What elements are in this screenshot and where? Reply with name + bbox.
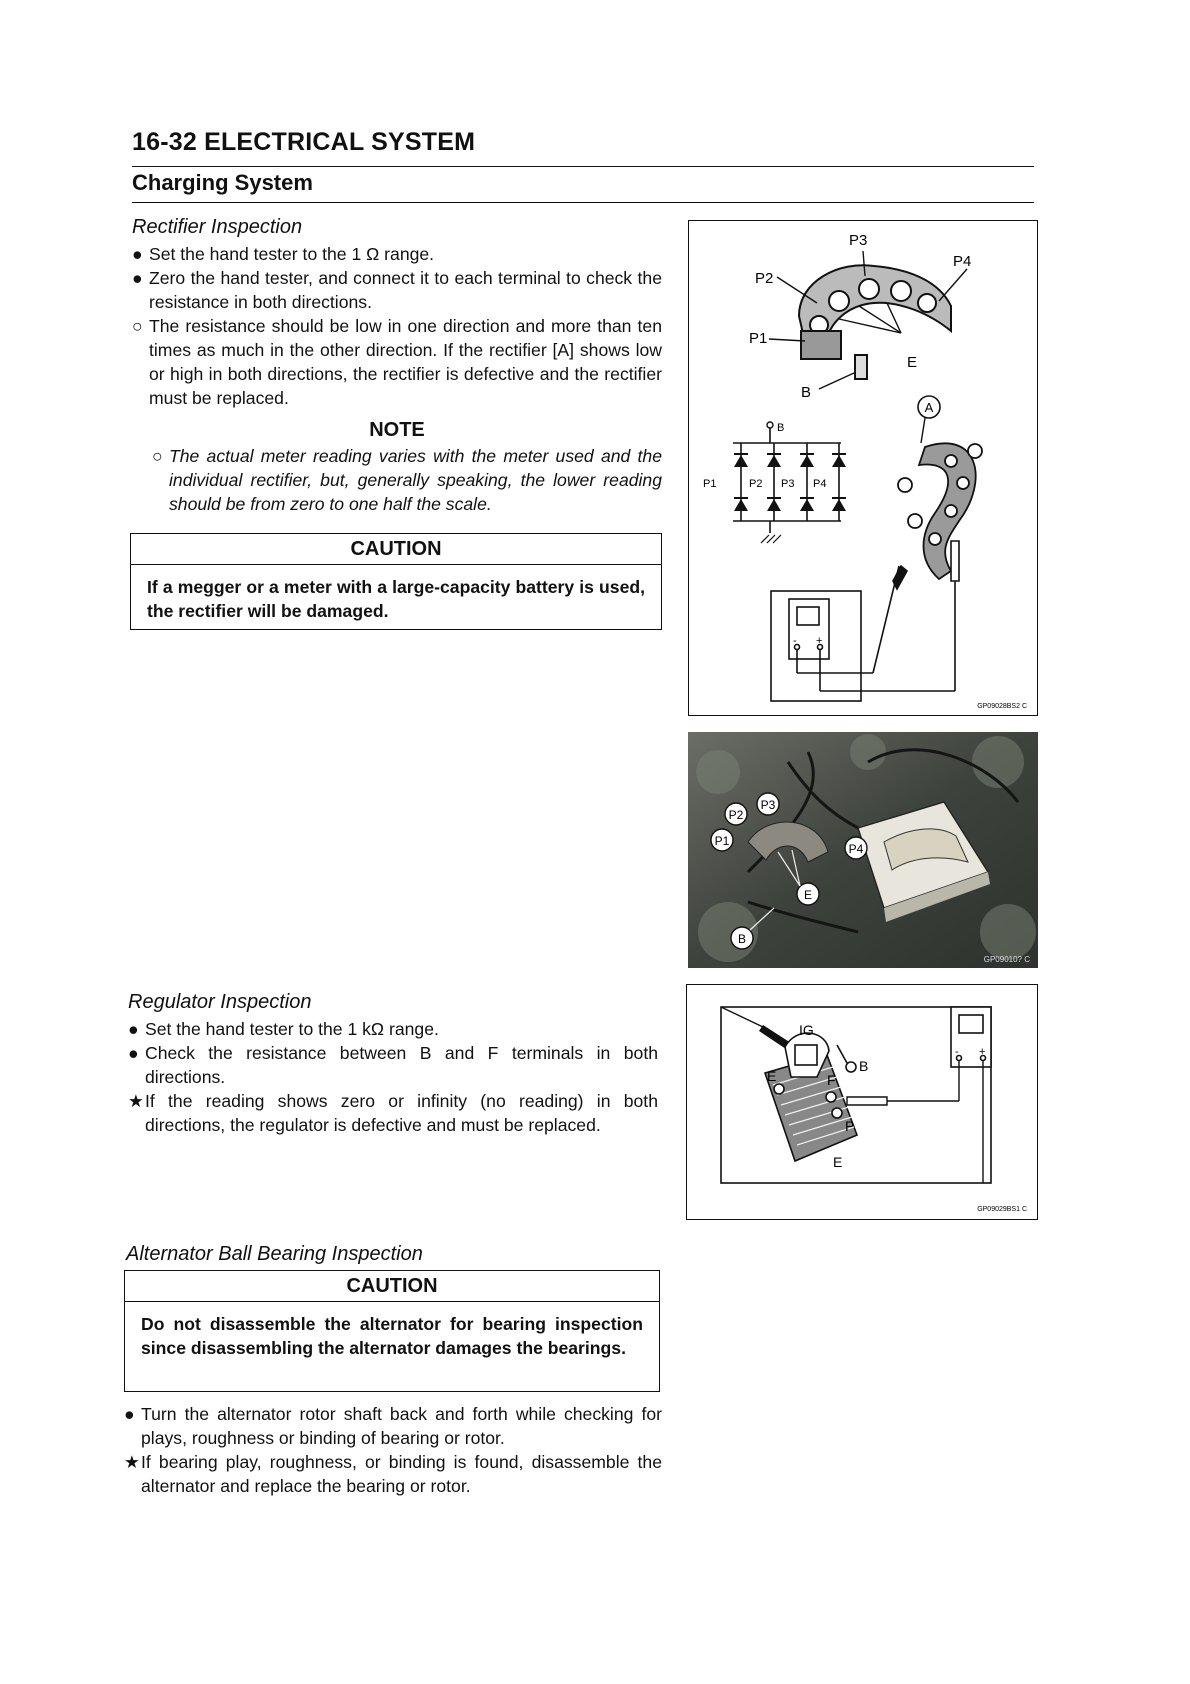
reg-meter-plus: + bbox=[979, 1046, 986, 1058]
step-text: Set the hand tester to the 1 kΩ range. bbox=[145, 1019, 439, 1039]
photo-callout-e: E bbox=[803, 888, 813, 902]
note-text bbox=[152, 444, 662, 516]
reg-label-e-top: E bbox=[767, 1068, 777, 1084]
circuit-label-p2: P2 bbox=[749, 478, 763, 490]
star-marker: ★ bbox=[128, 1091, 144, 1111]
photo-callout-b: B bbox=[737, 932, 747, 946]
circuit-label-p3: P3 bbox=[781, 478, 795, 490]
reg-meter-minus: - bbox=[955, 1046, 959, 1058]
diode-bridge bbox=[734, 443, 846, 543]
step-text: If the reading shows zero or infinity (no reading) in both directions, the regulator is defective and must be replaced. bbox=[145, 1091, 658, 1135]
label-p4: P4 bbox=[953, 253, 972, 270]
bearing-caution-box bbox=[124, 1270, 660, 1392]
caution-title: CAUTION bbox=[131, 534, 661, 565]
bearing-heading: Alternator Ball Bearing Inspection bbox=[126, 1243, 423, 1265]
circuit-label-p1: P1 bbox=[703, 478, 717, 490]
caution-text: Do not disassemble the alternator for bearing inspection since disassembling the alternator damages the bearings. bbox=[141, 1314, 643, 1358]
bullet-marker: ● bbox=[128, 1019, 139, 1039]
label-b: B bbox=[801, 384, 812, 401]
bullet-marker: ● bbox=[124, 1404, 135, 1424]
rectifier-step bbox=[132, 242, 662, 266]
regulator-step bbox=[128, 1017, 658, 1041]
label-e: E bbox=[907, 354, 918, 371]
rectifier-heading: Rectifier Inspection bbox=[132, 216, 303, 238]
step-text: Set the hand tester to the 1 Ω range. bbox=[149, 244, 435, 264]
bullet-marker: ● bbox=[128, 1043, 139, 1063]
regulator-heading: Regulator Inspection bbox=[128, 991, 312, 1013]
section-title: Charging System bbox=[132, 170, 313, 195]
reg-label-f: F bbox=[827, 1072, 836, 1088]
regulator-test-diagram bbox=[686, 984, 1038, 1220]
label-p3: P3 bbox=[849, 232, 868, 249]
photo-callout-p2: P2 bbox=[728, 808, 744, 822]
rectifier-test-diagram bbox=[688, 220, 1038, 716]
reg-label-b: B bbox=[859, 1058, 869, 1074]
section-rule bbox=[132, 202, 1034, 203]
photo-callout-p1: P1 bbox=[714, 834, 730, 848]
reg-figure-code: GP09029BS1 C bbox=[977, 1206, 1027, 1213]
rectifier-caution-box bbox=[130, 533, 662, 630]
step-text: Zero the hand tester, and connect it to each terminal to check the resistance in both directions. bbox=[149, 268, 662, 312]
bullet-marker: ● bbox=[132, 244, 143, 264]
bearing-section bbox=[126, 1242, 666, 1269]
figure-code: GP09028BS2 C bbox=[977, 703, 1027, 710]
rectifier-step bbox=[132, 314, 662, 410]
label-p2: P2 bbox=[755, 270, 774, 287]
photo-callout-p3: P3 bbox=[760, 798, 776, 812]
regulator-step bbox=[128, 1089, 658, 1137]
bearing-step bbox=[124, 1402, 662, 1450]
meter-plus: + bbox=[816, 635, 823, 647]
reg-label-ig: IG bbox=[799, 1022, 814, 1038]
bearing-steps bbox=[124, 1402, 662, 1498]
note-marker: ○ bbox=[152, 446, 163, 466]
caution-title: CAUTION bbox=[125, 1271, 659, 1302]
photo-callout-p4: P4 bbox=[848, 842, 864, 856]
circuit-label-b: B bbox=[777, 422, 785, 434]
rectifier-section bbox=[132, 215, 662, 516]
header-rule bbox=[132, 166, 1034, 167]
circuit-label-p4: P4 bbox=[813, 478, 827, 490]
label-p1: P1 bbox=[749, 330, 768, 347]
bullet-marker: ● bbox=[132, 268, 143, 288]
reg-label-e-bottom: E bbox=[833, 1154, 843, 1170]
bearing-step bbox=[124, 1450, 662, 1498]
meter-minus: - bbox=[793, 635, 797, 647]
star-marker: ★ bbox=[124, 1452, 140, 1472]
reg-label-p: P bbox=[845, 1118, 855, 1134]
step-text: The resistance should be low in one direction and more than ten times as much in the other direction. If the rectifier [A] shows low or high in both directions, the rectifier is defective and the rectifier must be replaced. bbox=[149, 316, 662, 408]
note-body: The actual meter reading varies with the meter used and the individual rectifier, but, generally speaking, the lower reading should be from zero to one half the scale. bbox=[169, 446, 662, 514]
rectifier-step bbox=[132, 266, 662, 314]
regulator-section bbox=[128, 990, 658, 1137]
callout-a: A bbox=[924, 400, 934, 415]
note-title: NOTE bbox=[369, 419, 425, 441]
page-header-title: 16-32 ELECTRICAL SYSTEM bbox=[132, 128, 476, 156]
step-text: If bearing play, roughness, or binding is found, disassemble the alternator and replace the bearing or rotor. bbox=[141, 1452, 662, 1496]
bullet-marker: ○ bbox=[132, 316, 143, 336]
step-text: Turn the alternator rotor shaft back and forth while checking for plays, roughness or binding of bearing or rotor. bbox=[141, 1404, 662, 1448]
photo-code: GP09010? C bbox=[983, 955, 1030, 964]
rectifier-test-photo bbox=[688, 732, 1038, 968]
caution-text: If a megger or a meter with a large-capacity battery is used, the rectifier will be damaged. bbox=[147, 577, 645, 621]
step-text: Check the resistance between B and F terminals in both directions. bbox=[145, 1043, 658, 1087]
regulator-step bbox=[128, 1041, 658, 1089]
